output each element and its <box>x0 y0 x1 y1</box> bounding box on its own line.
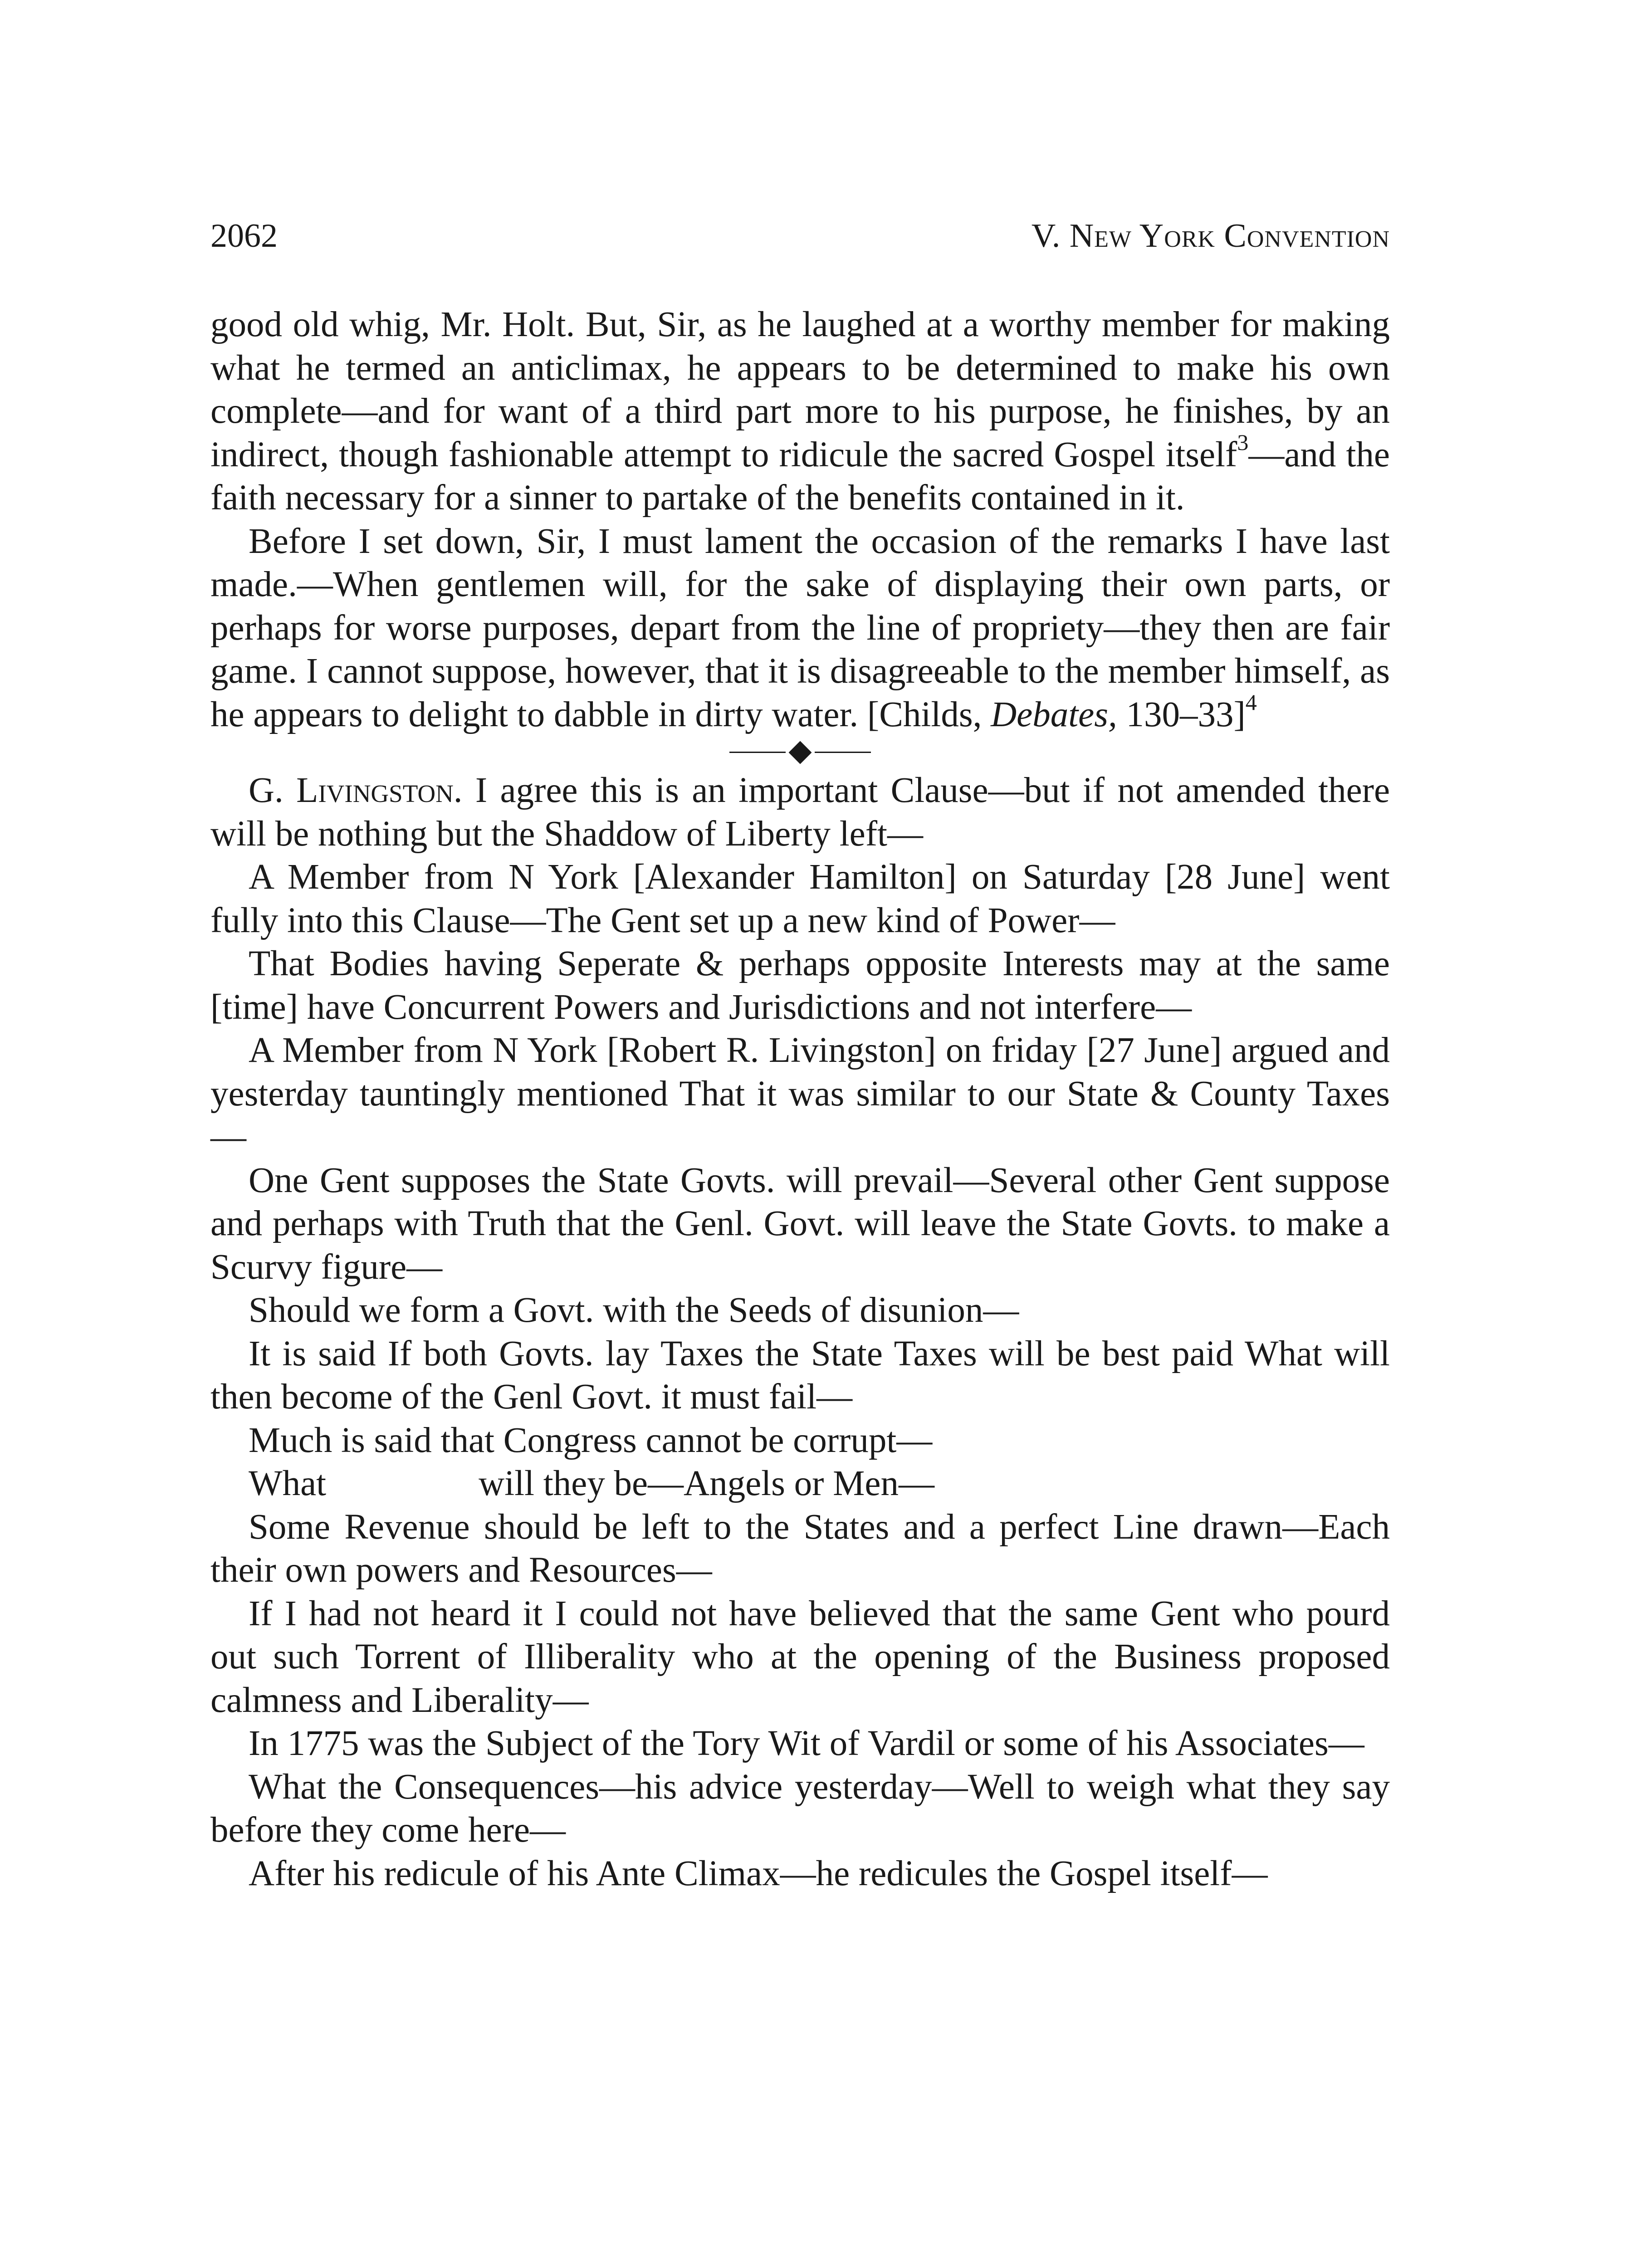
diamond-ornament-icon <box>789 741 812 764</box>
paragraph-3 <box>210 769 1390 855</box>
paragraph-text: good old whig, Mr. Holt. But, Sir, as he laughed at a worthy member for making what he termed an anticlimax, he appears to be determined to make his own complete—and for want of a third part more to his purpose, he finishes, by an indirect, though fashionable attempt to ridicule the sacred Gospel itself <box>210 305 1390 474</box>
paragraph-13: If I had not heard it I could not have believed that the same Gent who pourd out such Torrent of Illiberality who at the opening of the Business proposed calmness and Liberality— <box>210 1593 1390 1720</box>
paragraph-text: 130–33] <box>1117 694 1246 734</box>
paragraph-5: That Bodies having Seperate & perhaps opposite Interests may at the same [time] have Concurrent Powers and Jurisdictions and not interfere— <box>210 944 1390 1027</box>
footnote-ref: 3 <box>1237 430 1249 455</box>
running-head <box>210 213 1390 259</box>
paragraph-text: What <box>249 1464 327 1503</box>
document-page <box>210 0 1390 2268</box>
divider-rule-right <box>815 752 871 753</box>
section-divider <box>210 736 1390 769</box>
paragraph-10: Much is said that Congress cannot be corrupt— <box>249 1420 933 1460</box>
paragraph-text: Before I set down, Sir, I must lament the occasion of the remarks I have last made.—When gentlemen will, for the sake of displaying their own parts, or perhaps for worse purposes, depart from the line of propriety—they then are fair game. I cannot suppose, however, that it is disagreeable to the member himself, as he appears to delight to dabble in dirty water. [Childs, <box>210 521 1390 734</box>
paragraph-4: A Member from N York [Alexander Hamilton] on Saturday [28 June] went fully into this Clause—The Gent set up a new kind of Power— <box>210 857 1390 940</box>
paragraph-15: What the Consequences—his advice yesterday—Well to weigh what they say before they come here— <box>210 1767 1390 1850</box>
paragraph-1 <box>210 303 1390 520</box>
paragraph-12: Some Revenue should be left to the States and a perfect Line drawn—Each their own powers and Resources— <box>210 1507 1390 1590</box>
paragraph-16: After his redicule of his Ante Climax—he redicules the Gospel itself— <box>249 1853 1268 1893</box>
citation-title: Debates, <box>991 694 1117 734</box>
paragraph-6: A Member from N York [Robert R. Livingston] on friday [27 June] argued and yesterday tauntingly mentioned That it was similar to our State & County Taxes— <box>210 1031 1390 1157</box>
paragraph-8: Should we form a Govt. with the Seeds of disunion— <box>249 1290 1019 1330</box>
body-text <box>210 303 1390 1895</box>
paragraph-text: will they be—Angels or Men— <box>479 1464 934 1503</box>
paragraph-2 <box>210 520 1390 737</box>
paragraph-11 <box>210 1462 1390 1505</box>
paragraph-7: One Gent supposes the State Govts. will prevail—Several other Gent suppose and perhaps with Truth that the Genl. Govt. will leave the State Govts. to make a Scurvy figure— <box>210 1160 1390 1287</box>
paragraph-text: —and the faith necessary for a sinner to partake of the benefits contained in it. <box>210 435 1390 518</box>
footnote-ref: 4 <box>1245 689 1257 715</box>
speaker-name: G. Livingston. <box>249 771 463 810</box>
page-number: 2062 <box>210 217 278 254</box>
section-title: V. New York Convention <box>1031 217 1390 254</box>
paragraph-9: It is said If both Govts. lay Taxes the State Taxes will be best paid What will then become of the Genl Govt. it must fail— <box>210 1334 1390 1417</box>
paragraph-text: I agree this is an important Clause—but if not amended there will be nothing but the Shaddow of Liberty left— <box>210 771 1390 854</box>
paragraph-14: In 1775 was the Subject of the Tory Wit of Vardil or some of his Associates— <box>249 1724 1364 1763</box>
divider-rule-left <box>729 752 786 753</box>
